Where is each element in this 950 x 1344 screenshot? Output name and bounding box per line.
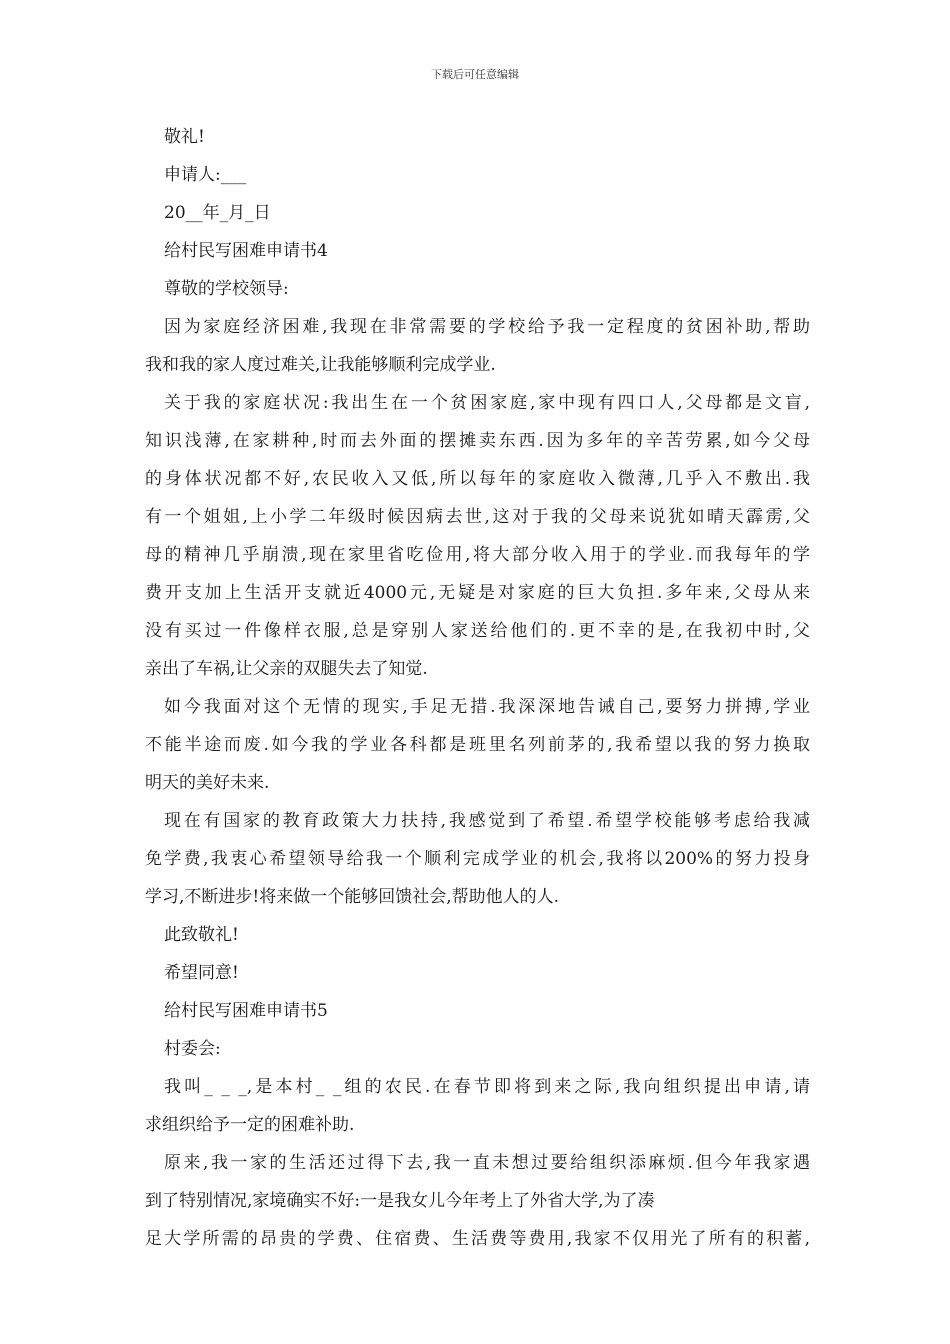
text-line: 没有买过一件像样衣服,总是穿别人家送给他们的.更不幸的是,在我初中时,父 xyxy=(145,621,810,641)
text-line: 原来,我一家的生活还过得下去,我一直未想过要给组织添麻烦.但今年我家遇 xyxy=(164,1153,810,1173)
text-line: 如今我面对这个无情的现实,手足无措.我深深地告诫自己,要努力拼搏,学业 xyxy=(164,697,810,717)
page-header: 下载后可任意编辑 xyxy=(431,68,519,81)
text-line: 费开支加上生活开支就近4000元,无疑是对家庭的巨大负担.多年来,父母从来 xyxy=(145,583,810,603)
text-line: 现在有国家的教育政策大力扶持,我感觉到了希望.希望学校能够考虑给我减 xyxy=(164,811,810,831)
text-line: 不能半途而废.如今我的学业各科都是班里名列前茅的,我希望以我的努力换取 xyxy=(145,735,810,755)
text-line: 敬礼! xyxy=(164,127,205,147)
text-line: 20__年_月_日 xyxy=(164,203,271,223)
document-body xyxy=(145,118,810,1258)
text-line: 学习,不断进步!将来做一个能够回馈社会,帮助他人的人. xyxy=(145,887,560,907)
text-line: 知识浅薄,在家耕种,时而去外面的摆摊卖东西.因为多年的辛苦劳累,如今父母 xyxy=(145,431,810,451)
text-line: 免学费,我衷心希望领导给我一个顺利完成学业的机会,我将以200%的努力投身 xyxy=(145,849,810,869)
text-line: 尊敬的学校领导: xyxy=(164,279,289,299)
text-line: 我叫_ _ _,是本村_ _组的农民.在春节即将到来之际,我向组织提出申请,请 xyxy=(164,1077,810,1097)
text-line: 到了特别情况,家境确实不好:一是我女儿今年考上了外省大学,为了凑 xyxy=(145,1191,655,1211)
text-line: 希望同意! xyxy=(164,963,239,983)
text-line: 亲出了车祸,让父亲的双腿失去了知觉. xyxy=(145,659,428,679)
text-line: 母的精神几乎崩溃,现在家里省吃俭用,将大部分收入用于的学业.而我每年的学 xyxy=(145,545,810,565)
text-line: 有一个姐姐,上小学二年级时候因病去世,这对于我的父母来说犹如晴天霹雳,父 xyxy=(145,507,810,527)
text-line: 关于我的家庭状况:我出生在一个贫困家庭,家中现有四口人,父母都是文盲, xyxy=(164,393,811,413)
text-line: 明天的美好未来. xyxy=(145,773,270,793)
text-line: 申请人:___ xyxy=(164,165,247,185)
text-line: 村委会: xyxy=(164,1039,221,1059)
text-line: 求组织给予一定的困难补助. xyxy=(145,1115,355,1135)
text-line: 足大学所需的昂贵的学费、住宿费、生活费等费用,我家不仅用光了所有的积蓄, xyxy=(145,1229,810,1249)
text-line: 的身体状况都不好,农民收入又低,所以每年的家庭收入微薄,几乎入不敷出.我 xyxy=(145,469,810,489)
text-line: 因为家庭经济困难,我现在非常需要的学校给予我一定程度的贫困补助,帮助 xyxy=(164,317,810,337)
text-line: 我和我的家人度过难关,让我能够顺利完成学业. xyxy=(145,355,496,375)
text-line: 此致敬礼! xyxy=(164,925,239,945)
text-line: 给村民写困难申请书5 xyxy=(164,1001,328,1021)
text-line: 给村民写困难申请书4 xyxy=(164,241,328,261)
